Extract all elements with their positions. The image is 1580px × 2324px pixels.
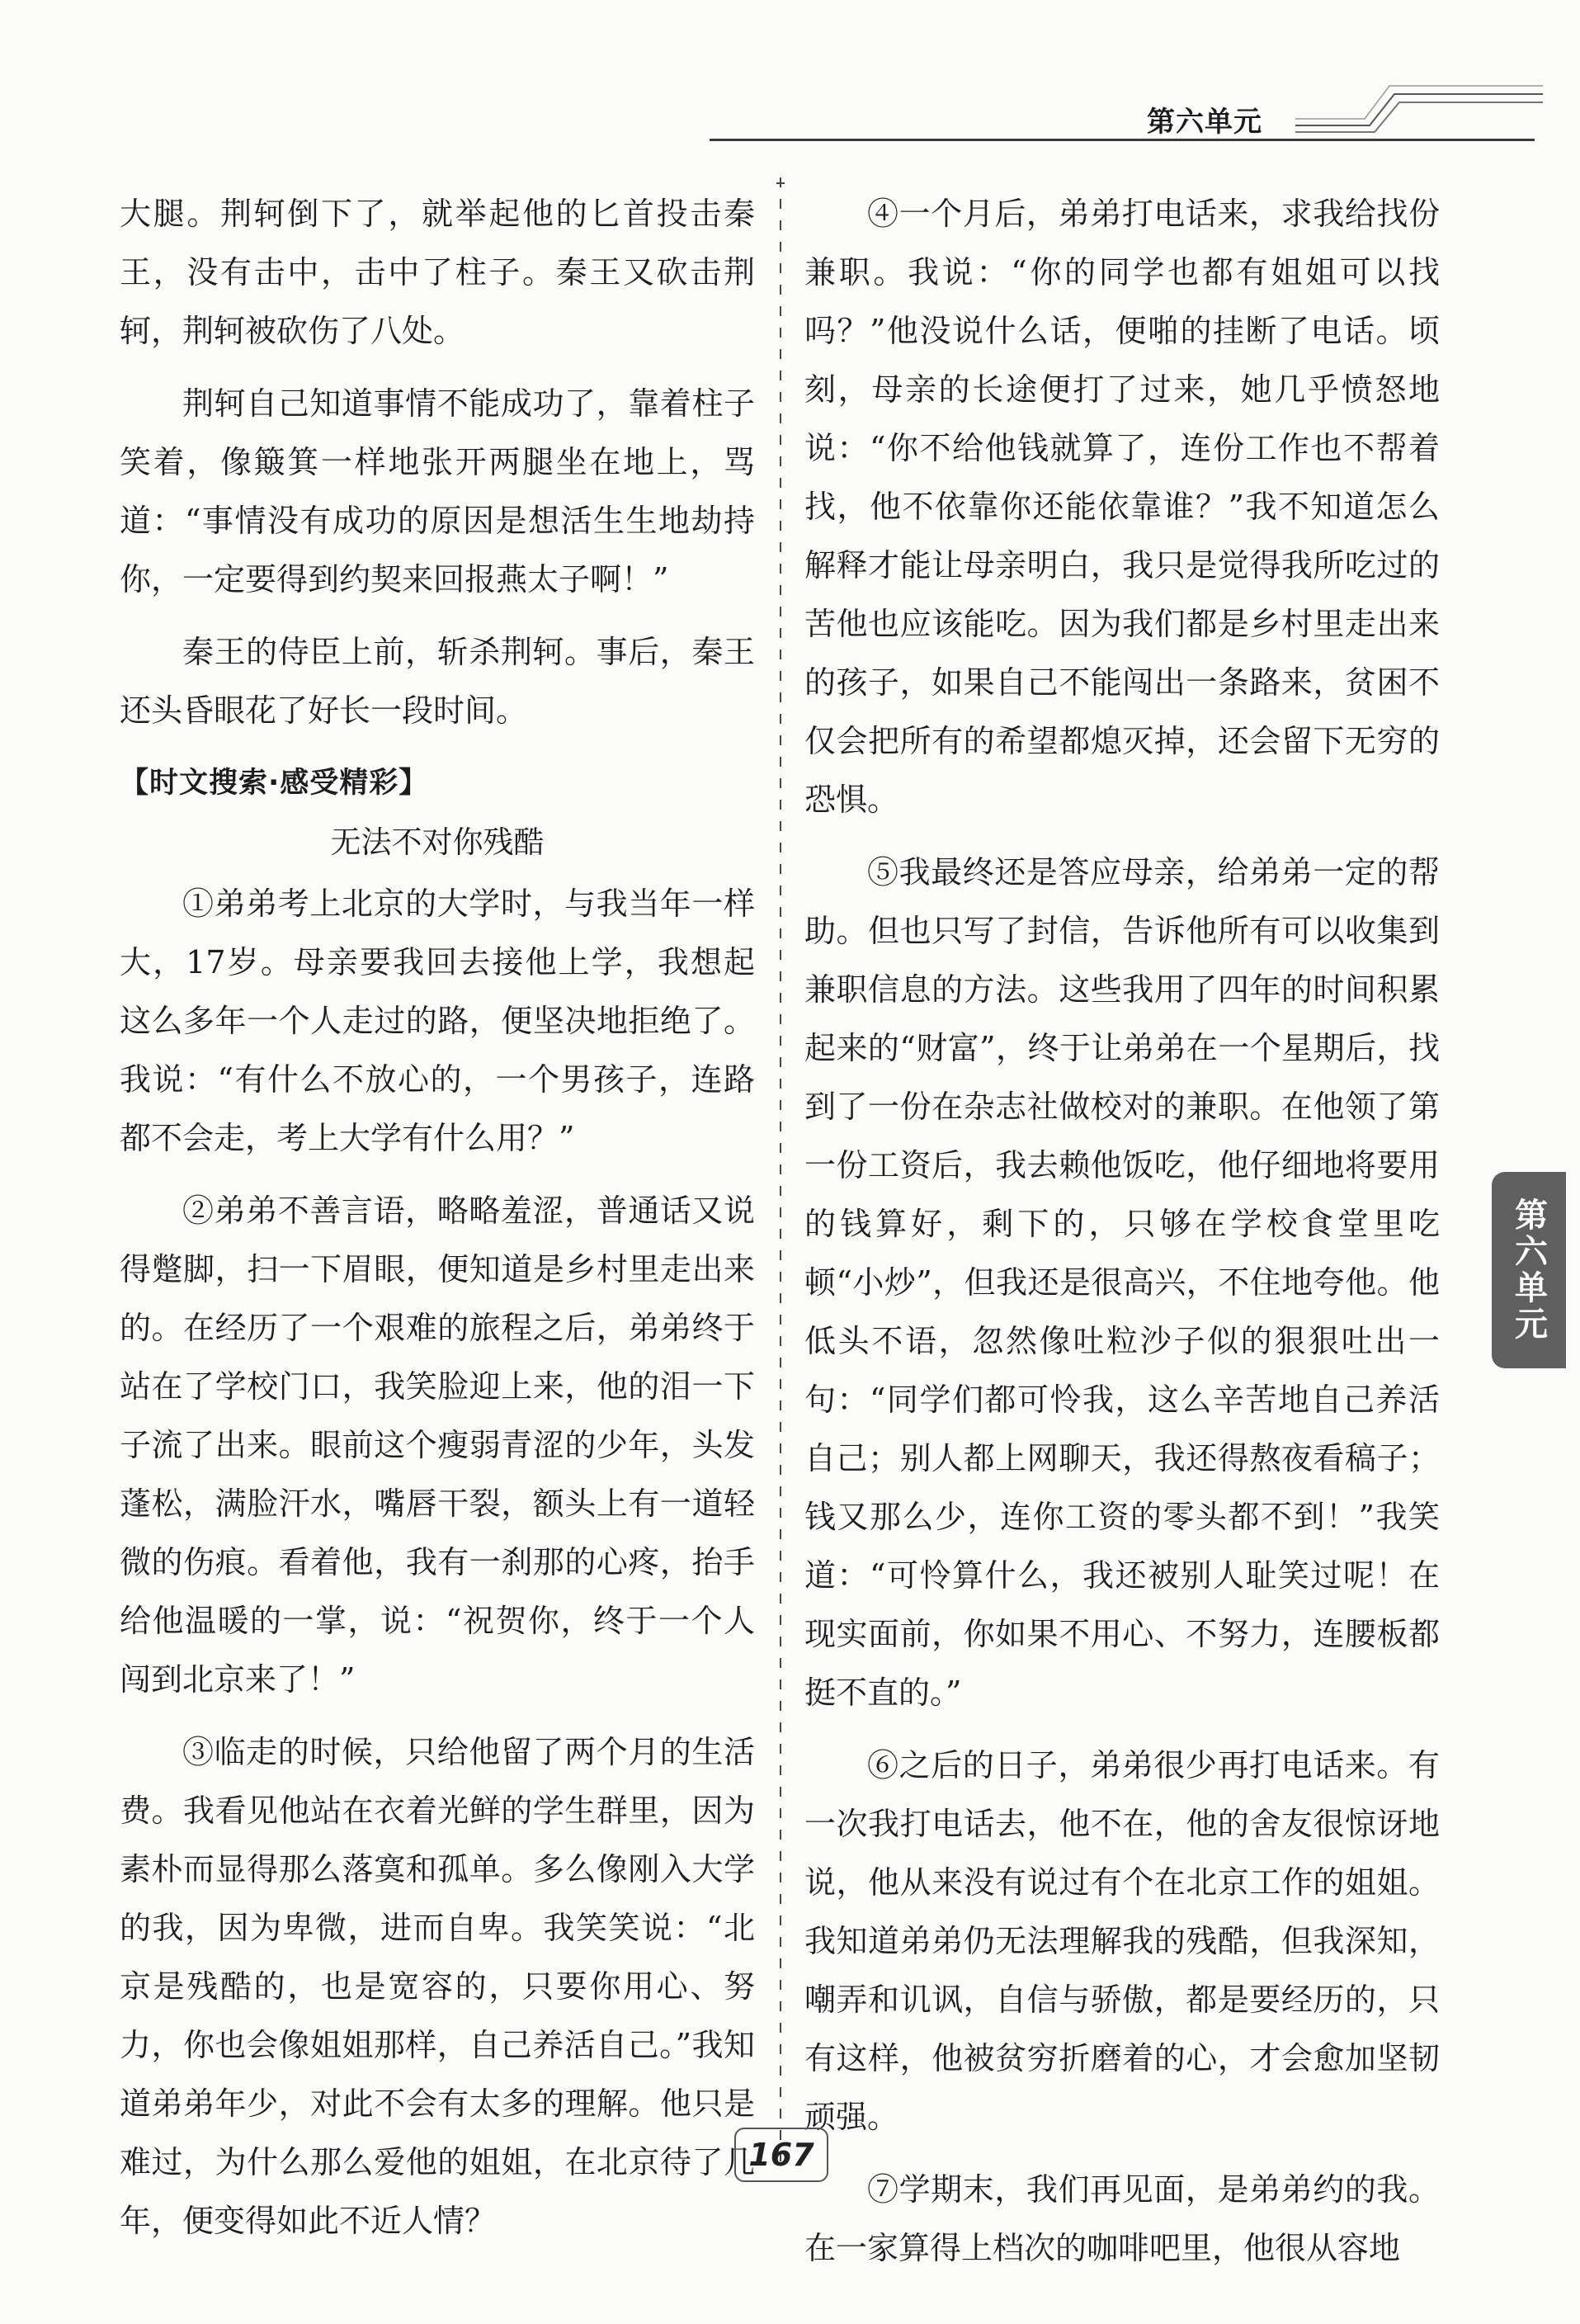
side-tab-label: 第六单元 — [1509, 1197, 1548, 1343]
left-column — [120, 185, 755, 2265]
header-rule — [710, 139, 1535, 141]
right-column — [804, 185, 1440, 2292]
section-label: 【时文搜索·感受精彩】 — [120, 767, 429, 800]
header-decoration — [1295, 76, 1543, 142]
column-divider — [772, 177, 789, 2166]
page-number: 167 — [748, 2137, 814, 2173]
paragraph: 大腿。荆轲倒下了，就举起他的匕首投击秦王，没有击中，击中了柱子。秦王又砍击荆轲，荆轲被砍伤了八处。 — [120, 196, 755, 349]
paragraph: ④一个月后，弟弟打电话来，求我给找份兼职。我说：“你的同学也都有姐姐可以找吗？”他没说什么话，便啪的挂断了电话。顷刻，母亲的长途便打了过来，她几乎愤怒地说：“你不给他钱就算了，连份工作也不帮着找，他不依靠你还能依靠谁？”我不知道怎么解释才能让母亲明白，我只是觉得我所吃过的苦他也应该能吃。因为我们都是乡村里走出来的孩子，如果自己不能闯出一条路来，贫困不仅会把所有的希望都熄灭掉，还会留下无穷的恐惧。 — [804, 196, 1440, 818]
paragraph: ⑦学期末，我们再见面，是弟弟约的我。在一家算得上档次的咖啡吧里，他很从容地 — [804, 2171, 1440, 2266]
essay-title: 无法不对你残酷 — [330, 824, 545, 860]
paragraph: ⑥之后的日子，弟弟很少再打电话来。有一次我打电话去，他不在，他的舍友很惊讶地说，他从来没有说过有个在北京工作的姐姐。我知道弟弟仍无法理解我的残酷，但我深知，嘲弄和讥讽，自信与骄傲，都是要经历的，只有这样，他被贫穷折磨着的心，才会愈加坚韧顽强。 — [804, 1747, 1440, 2135]
paragraph: ⑤我最终还是答应母亲，给弟弟一定的帮助。但也只写了封信，告诉他所有可以收集到兼职信息的方法。这些我用了四年的时间积累起来的“财富”，终于让弟弟在一个星期后，找到了一份在杂志社做校对的兼职。在他领了第一份工资后，我去赖他饭吃，他仔细地将要用的钱算好，剩下的，只够在学校食堂里吃顿“小炒”，但我还是很高兴，不住地夸他。他低头不语，忽然像吐粒沙子似的狠狠吐出一句：“同学们都可怜我，这么辛苦地自己养活自己；别人都上网聊天，我还得熬夜看稿子；钱又那么少，连你工资的零头都不到！”我笑道：“可怜算什么，我还被别人耻笑过呢！在现实面前，你如果不用心、不努力，连腰板都挺不直的。” — [804, 854, 1440, 1711]
unit-side-tab — [1492, 1172, 1566, 1368]
paragraph: ①弟弟考上北京的大学时，与我当年一样大，17岁。母亲要我回去接他上学，我想起这么多年一个人走过的路，便坚决地拒绝了。我说：“有什么不放心的，一个男孩子，连路都不会走，考上大学有什么用？” — [120, 886, 755, 1156]
paragraph: 荆轲自己知道事情不能成功了，靠着柱子笑着，像簸箕一样地张开两腿坐在地上，骂道：“事情没有成功的原因是想活生生地劫持你，一定要得到约契来回报燕太子啊！” — [120, 385, 755, 598]
paragraph: ③临走的时候，只给他留了两个月的生活费。我看见他站在衣着光鲜的学生群里，因为素朴而显得那么落寞和孤单。多么像刚入大学的我，因为卑微，进而自卑。我笑笑说：“北京是残酷的，也是宽容的，只要你用心、努力，你也会像姐姐那样，自己养活自己。”我知道弟弟年少，对此不会有太多的理解。他只是难过，为什么那么爱他的姐姐，在北京待了几年，便变得如此不近人情？ — [120, 1734, 755, 2239]
paragraph: ②弟弟不善言语，略略羞涩，普通话又说得蹩脚，扫一下眉眼，便知道是乡村里走出来的。在经历了一个艰难的旅程之后，弟弟终于站在了学校门口，我笑脸迎上来，他的泪一下子流了出来。眼前这个瘦弱青涩的少年，头发蓬松，满脸汗水，嘴唇干裂，额头上有一道轻微的伤痕。看着他，我有一刹那的心疼，抬手给他温暖的一掌，说：“祝贺你，终于一个人闯到北京来了！” — [120, 1193, 755, 1698]
unit-title: 第六单元 — [1147, 106, 1262, 139]
paragraph: 秦王的侍臣上前，斩杀荆轲。事后，秦王还头昏眼花了好长一段时间。 — [120, 634, 755, 729]
page-number-box — [734, 2128, 828, 2182]
